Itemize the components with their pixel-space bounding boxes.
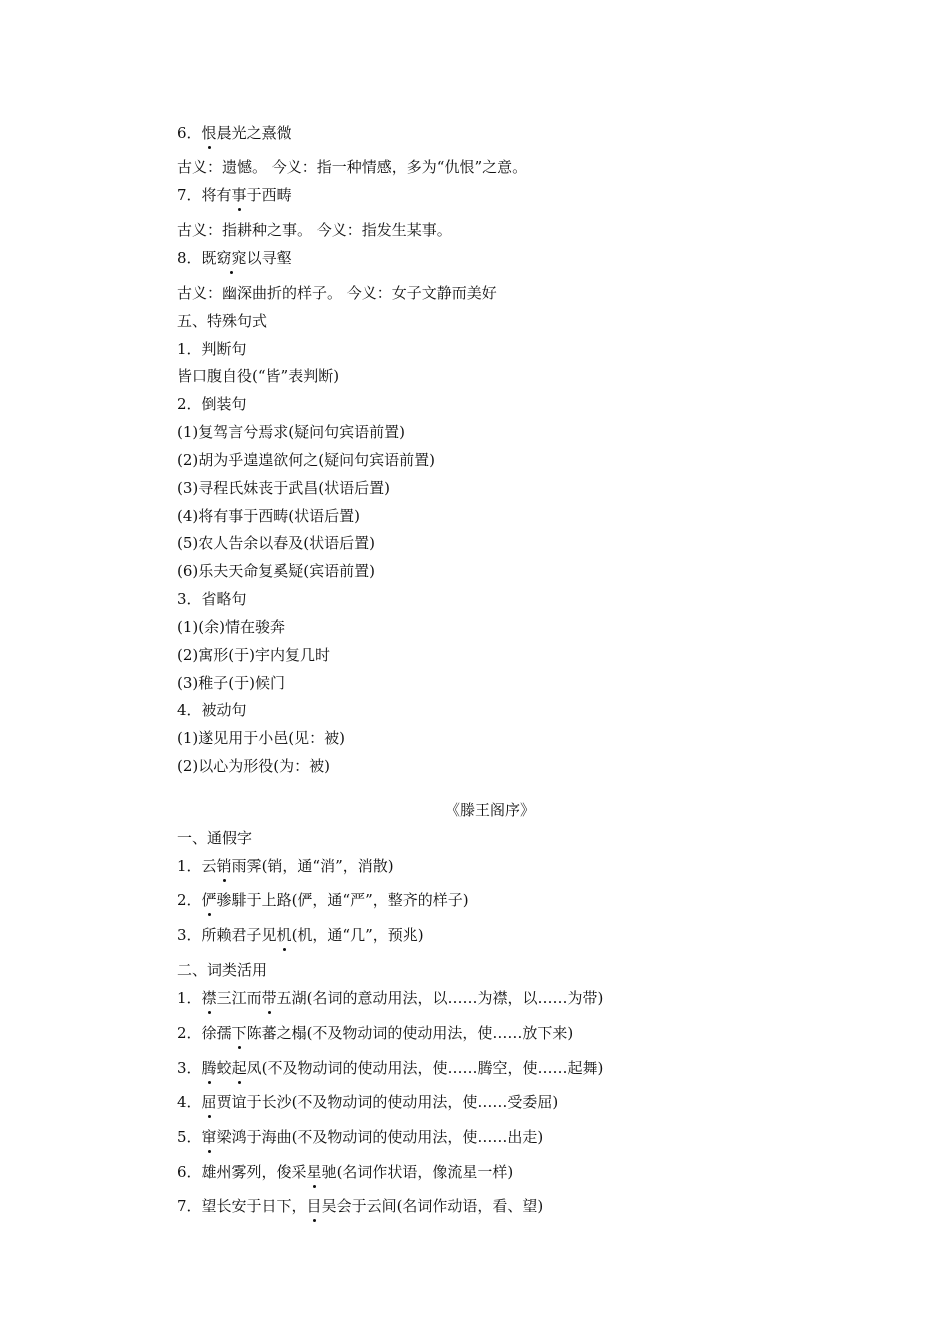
text-line	[177, 561, 375, 581]
line-text: 古义：遗憾。 今义：指一种情感，多为“仇恨”之意。	[177, 158, 528, 176]
section-title	[0, 800, 950, 820]
line-text: 古义：幽深曲折的样子。 今义：女子文静而美好	[177, 284, 497, 302]
line-text: 雨霁(销，通“消”，消散)	[231, 857, 394, 875]
text-line	[177, 1092, 558, 1112]
emphasis-dotted-text: 目	[306, 1197, 322, 1215]
emphasis-dotted-text: 窜	[201, 1128, 217, 1146]
line-text: (5)农人告余以春及(状语后置)	[177, 534, 375, 552]
text-line	[177, 478, 390, 498]
emphasis-dotted-text: 窈窕	[216, 249, 247, 267]
text-line	[177, 645, 330, 665]
text-line	[177, 988, 603, 1008]
text-line	[177, 450, 435, 470]
emphasis-dotted-text: 销	[216, 857, 232, 875]
text-line	[177, 700, 247, 720]
line-text: (2)胡为乎遑遑欲何之(疑问句宾语前置)	[177, 451, 435, 469]
line-text: (3)稚子(于)候门	[177, 674, 285, 692]
line-text: 6．雄州雾列，俊采	[177, 1163, 307, 1181]
emphasis-dotted-text: 恨	[201, 124, 217, 142]
line-text: 吴会于云间(名词作动语，看、望)	[321, 1197, 544, 1215]
line-text: 一、通假字	[177, 829, 253, 847]
line-text: 以寻壑	[246, 249, 292, 267]
line-text: (机，通“几”，预兆)	[291, 926, 424, 944]
emphasis-dotted-text: 俨	[201, 891, 217, 909]
line-text: 蛟	[216, 1059, 232, 1077]
line-text: 骖騑于上路(俨，通“严”，整齐的样子)	[216, 891, 469, 909]
line-text: 梁鸿于海曲(不及物动词的使动用法，使……出走)	[216, 1128, 544, 1146]
line-text: (4)将有事于西畴(状语后置)	[177, 507, 360, 525]
line-text: 7．将有	[177, 186, 232, 204]
line-text: 2．	[177, 891, 202, 909]
line-text: 1．	[177, 989, 202, 1007]
text-line	[177, 728, 345, 748]
text-line	[177, 673, 285, 693]
emphasis-dotted-text: 事	[231, 186, 247, 204]
emphasis-dotted-text: 下	[231, 1024, 247, 1042]
section-title-text: 《滕王阁序》	[444, 801, 535, 819]
line-text: 三江而	[216, 989, 262, 1007]
emphasis-dotted-text: 机	[276, 926, 292, 944]
line-text: 五湖(名词的意动用法，以……为襟，以……为带)	[276, 989, 604, 1007]
line-text: (2)以心为形役(为：被)	[177, 757, 330, 775]
text-line	[177, 1196, 543, 1216]
text-line	[177, 925, 424, 945]
text-line	[177, 756, 330, 776]
text-line	[177, 856, 394, 876]
line-text: (1)复驾言兮焉求(疑问句宾语前置)	[177, 423, 405, 441]
text-line	[177, 1058, 603, 1078]
line-text: 5．	[177, 1128, 202, 1146]
text-line	[177, 1127, 543, 1147]
text-line	[177, 394, 247, 414]
emphasis-dotted-text: 带	[261, 989, 277, 1007]
line-text: 陈蕃之榻(不及物动词的使动用法，使……放下来)	[246, 1024, 574, 1042]
text-line	[177, 339, 247, 359]
line-text: 皆口腹自役(“皆”表判断)	[177, 367, 340, 385]
text-line	[177, 422, 405, 442]
text-line	[177, 828, 252, 848]
line-text: 8．既	[177, 249, 217, 267]
line-text: 古义：指耕种之事。 今义：指发生某事。	[177, 221, 452, 239]
text-line	[177, 1162, 513, 1182]
text-line	[177, 1023, 573, 1043]
text-line	[177, 890, 469, 910]
emphasis-dotted-text: 腾	[201, 1059, 217, 1077]
text-line	[177, 311, 267, 331]
line-text: (6)乐夫天命复奚疑(宾语前置)	[177, 562, 375, 580]
line-text: 3．所赖君子见	[177, 926, 277, 944]
line-text: 3．省略句	[177, 590, 247, 608]
text-line	[177, 589, 247, 609]
line-text: 凤(不及物动词的使动用法，使……腾空，使……起舞)	[246, 1059, 604, 1077]
line-text: (1)(余)情在骏奔	[177, 618, 285, 636]
line-text: 6．	[177, 124, 202, 142]
line-text: 驰(名词作状语，像流星一样)	[321, 1163, 514, 1181]
line-text: 1．云	[177, 857, 217, 875]
text-line	[177, 220, 452, 240]
line-text: (1)遂见用于小邑(见：被)	[177, 729, 345, 747]
emphasis-dotted-text: 起	[231, 1059, 247, 1077]
line-text: 五、特殊句式	[177, 312, 268, 330]
text-line	[177, 533, 375, 553]
line-text: 2．徐孺	[177, 1024, 232, 1042]
line-text: 于西畴	[246, 186, 292, 204]
line-text: 2．倒装句	[177, 395, 247, 413]
line-text: 4．被动句	[177, 701, 247, 719]
text-line	[177, 157, 527, 177]
text-line	[177, 617, 285, 637]
line-text: 3．	[177, 1059, 202, 1077]
line-text: (3)寻程氏妹丧于武昌(状语后置)	[177, 479, 390, 497]
line-text: 4．	[177, 1093, 202, 1111]
emphasis-dotted-text: 星	[306, 1163, 322, 1181]
text-line	[177, 185, 292, 205]
text-line	[177, 366, 339, 386]
line-text: 1．判断句	[177, 340, 247, 358]
line-text: 晨光之熹微	[216, 124, 292, 142]
text-line	[177, 506, 360, 526]
text-line	[177, 283, 497, 303]
emphasis-dotted-text: 襟	[201, 989, 217, 1007]
emphasis-dotted-text: 屈	[201, 1093, 217, 1111]
line-text: 7．望长安于日下，	[177, 1197, 307, 1215]
text-line	[177, 123, 292, 143]
line-text: 贾谊于长沙(不及物动词的使动用法，使……受委屈)	[216, 1093, 559, 1111]
line-text: 二、词类活用	[177, 961, 268, 979]
text-line	[177, 960, 267, 980]
line-text: (2)寓形(于)宇内复几时	[177, 646, 330, 664]
text-line	[177, 248, 292, 268]
